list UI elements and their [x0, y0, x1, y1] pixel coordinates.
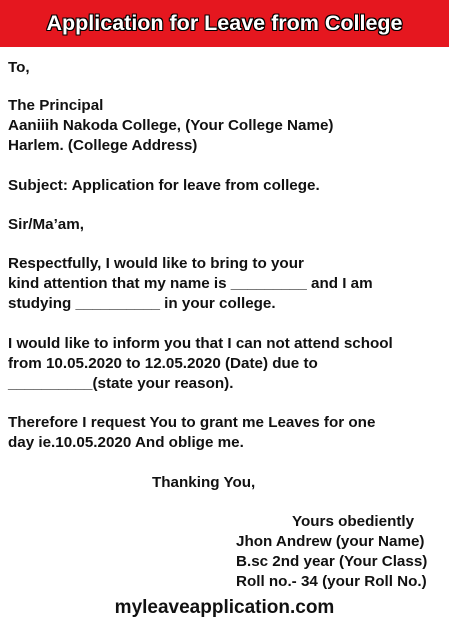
signature-roll: Roll no.- 34 (your Roll No.) — [236, 573, 427, 590]
signature-class: B.sc 2nd year (Your Class) — [236, 553, 428, 570]
paragraph2-line2: from 10.05.2020 to 12.05.2020 (Date) due to — [8, 355, 318, 372]
letter-closing: Thanking You, — [152, 474, 256, 491]
title-banner — [0, 0, 449, 47]
letter-subject: Subject: Application for leave from college. — [8, 177, 320, 194]
paragraph2-line1: I would like to inform you that I can not attend school — [8, 335, 393, 352]
paragraph3-line2: day ie.10.05.2020 And oblige me. — [8, 434, 244, 451]
recipient-title: The Principal — [8, 97, 104, 114]
paragraph3-line1: Therefore I request You to grant me Leaves for one — [8, 414, 376, 431]
paragraph2-line3: __________(state your reason). — [8, 375, 234, 392]
website-footer: myleaveapplication.com — [114, 597, 335, 618]
letter-to: To, — [8, 59, 30, 76]
paragraph1-line2: kind attention that my name is _________ and I am — [8, 275, 373, 292]
letter-salutation: Sir/Ma’am, — [8, 216, 84, 233]
paragraph1-line3: studying __________ in your college. — [8, 295, 276, 312]
page-title: Application for Leave from College — [46, 11, 403, 35]
signature-name: Jhon Andrew (your Name) — [236, 533, 425, 550]
paragraph1-line1: Respectfully, I would like to bring to your — [8, 255, 304, 272]
recipient-address: Harlem. (College Address) — [8, 137, 198, 154]
recipient-college: Aaniiih Nakoda College, (Your College Name) — [8, 117, 334, 134]
signature-line1: Yours obediently — [292, 513, 415, 530]
